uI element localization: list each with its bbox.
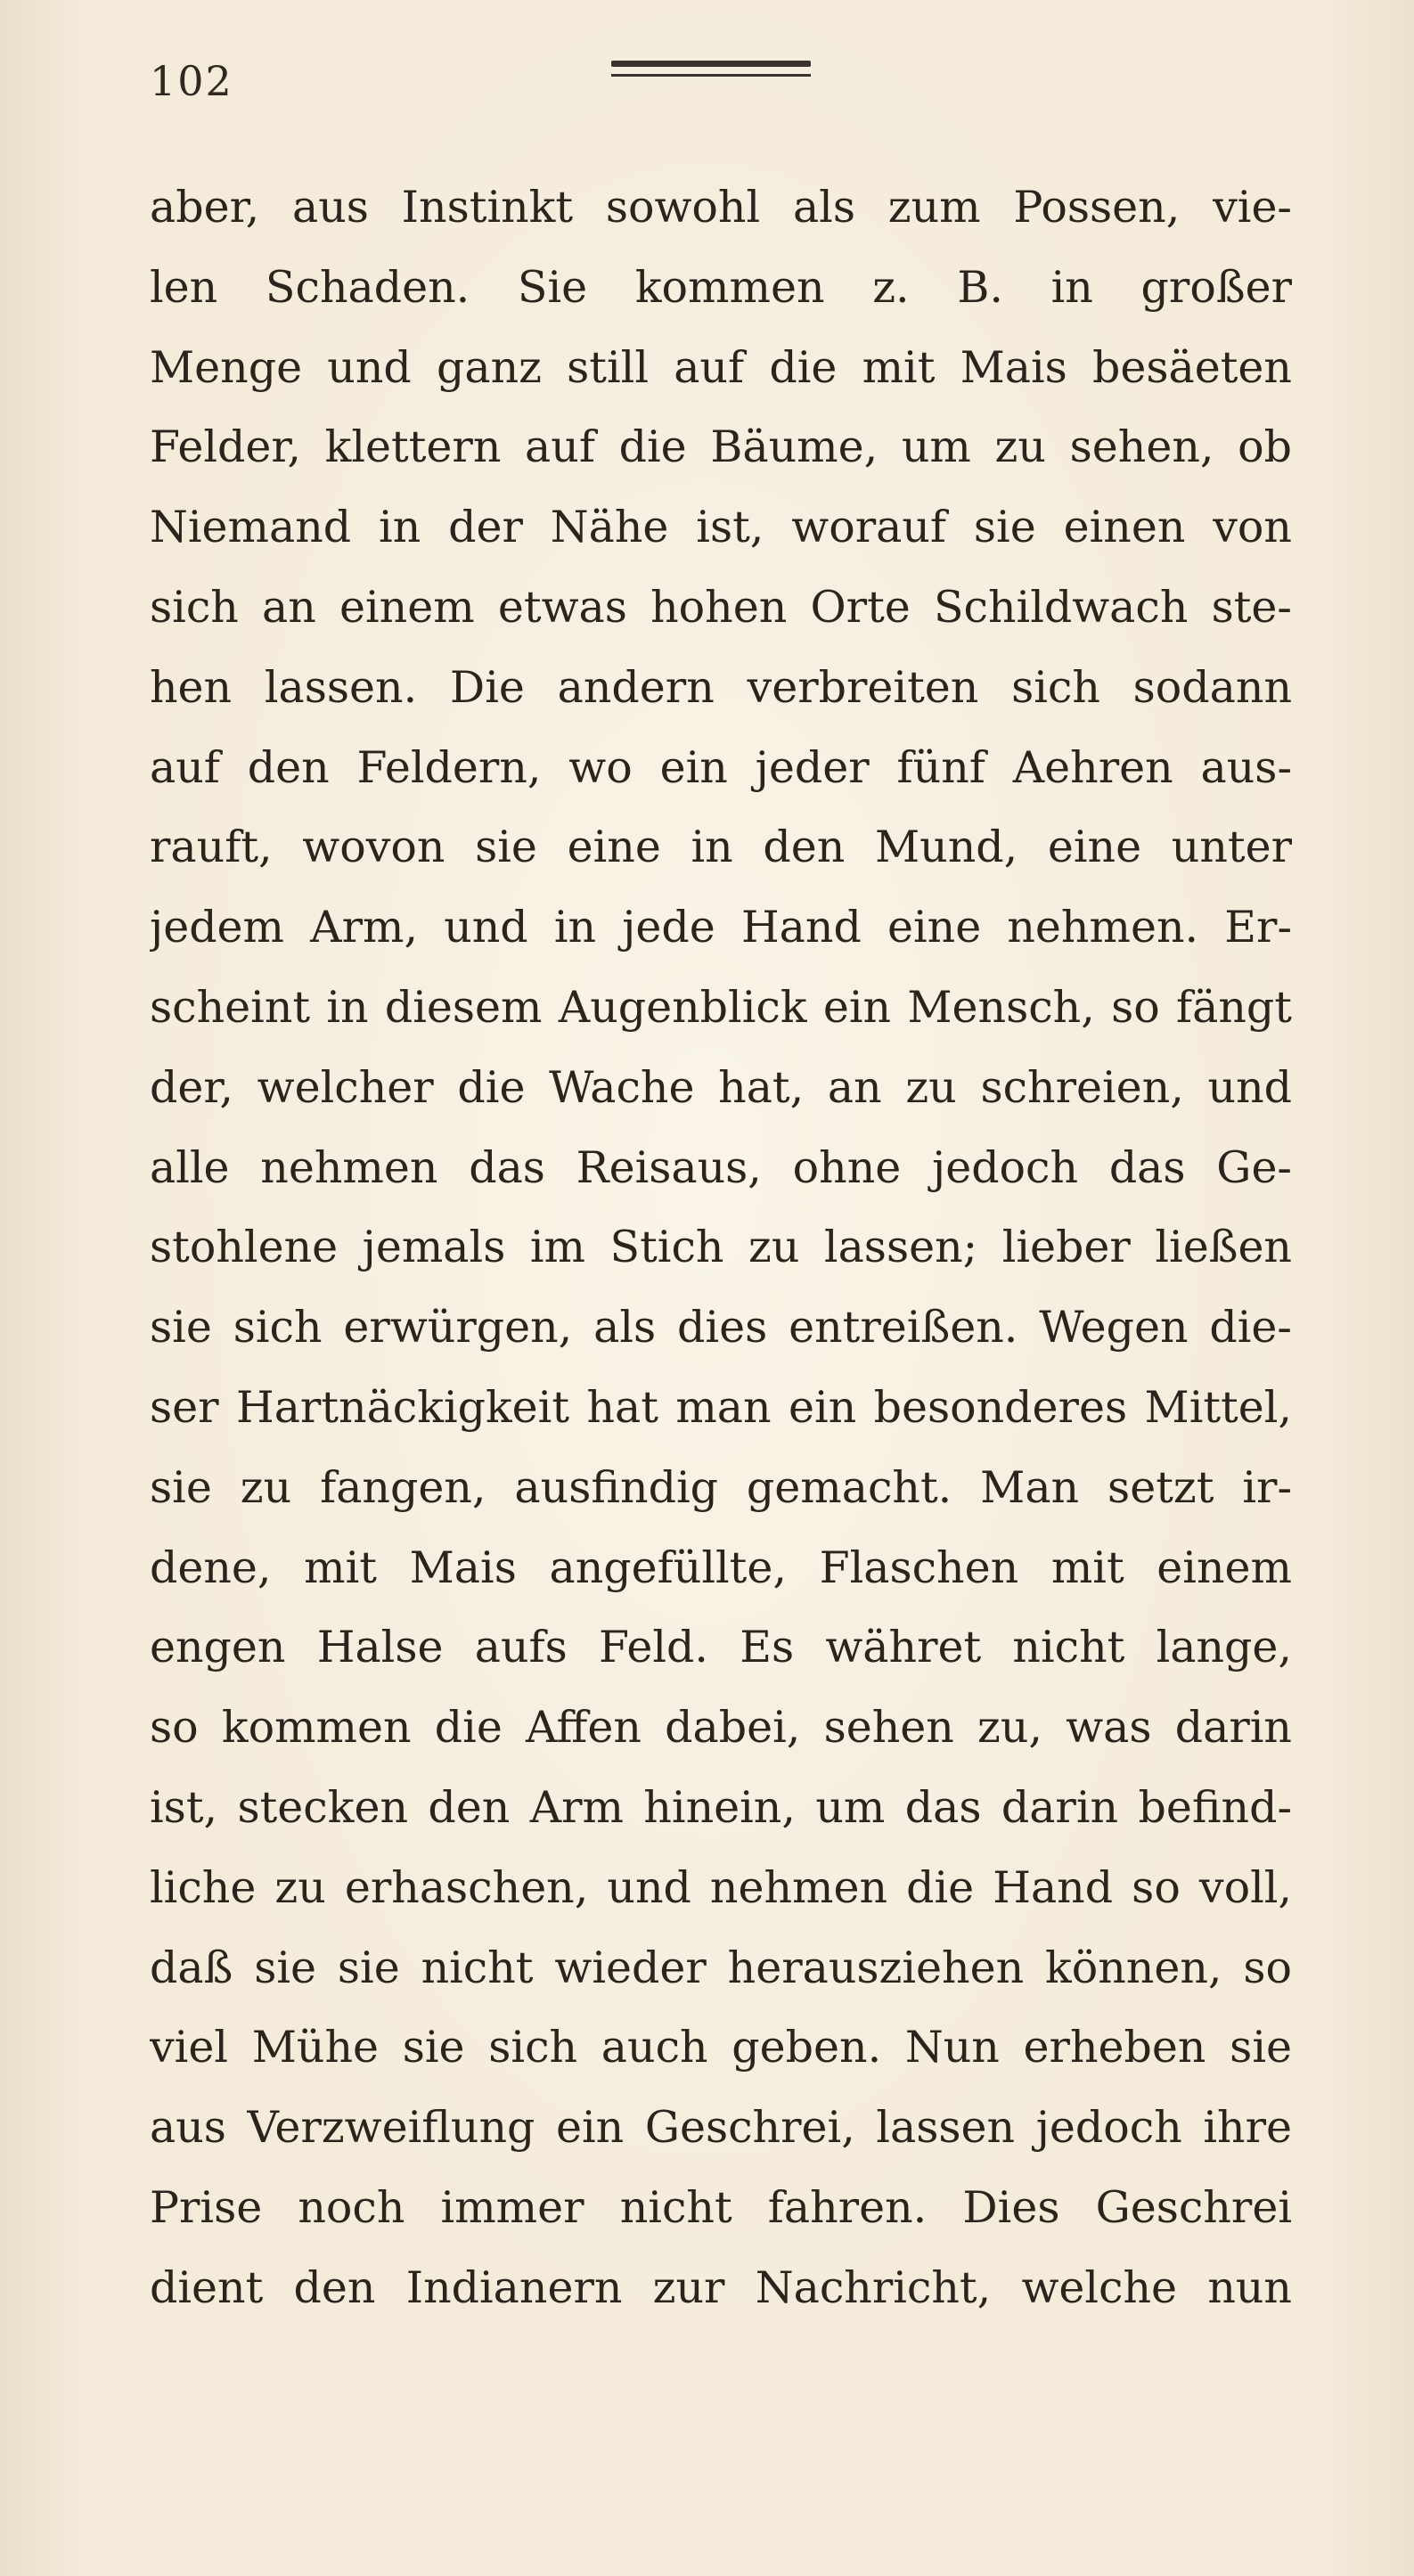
text-line: Felder, klettern auf die Bäume, um zu sehen, ob (150, 421, 1292, 473)
text-line: ser Hartnäckigkeit hat man ein besonderes Mittel, (150, 1381, 1292, 1433)
text-line: jedem Arm, und in jede Hand eine nehmen. Er- (150, 902, 1292, 953)
text-line: Menge und ganz still auf die mit Mais besäeten (150, 341, 1292, 393)
header-rule-thin (611, 74, 811, 77)
text-line: hen lassen. Die andern verbreiten sich sodann (150, 661, 1292, 713)
text-line: so kommen die Affen dabei, sehen zu, was darin (150, 1702, 1292, 1754)
text-line: der, welcher die Wache hat, an zu schreien, und (150, 1061, 1292, 1113)
text-line: viel Mühe sie sich auch geben. Nun erheben sie (150, 2022, 1292, 2073)
text-line: rauft, wovon sie eine in den Mund, eine unter (150, 822, 1292, 873)
body-text (150, 168, 1292, 2328)
text-line: auf den Feldern, wo ein jeder fünf Aehren aus- (150, 741, 1292, 793)
text-line: engen Halse aufs Feld. Es währet nicht lange, (150, 1622, 1292, 1673)
text-line: dient den Indianern zur Nachricht, welche nun (150, 2261, 1292, 2313)
text-line: len Schaden. Sie kommen z. B. in großer (150, 261, 1292, 313)
text-line: aus Verzweiflung ein Geschrei, lassen jedoch ihre (150, 2102, 1292, 2154)
text-line: aber, aus Instinkt sowohl als zum Possen, vie- (150, 182, 1292, 233)
text-line: sich an einem etwas hohen Orte Schildwach ste- (150, 581, 1292, 633)
header-rule-thick (611, 61, 811, 67)
page-number: 102 (150, 57, 233, 105)
text-line: Prise noch immer nicht fahren. Dies Geschrei (150, 2181, 1292, 2233)
text-line: daß sie sie nicht wieder herausziehen können, so (150, 1942, 1292, 1993)
text-line: Niemand in der Nähe ist, worauf sie einen von (150, 502, 1292, 553)
text-line: alle nehmen das Reisaus, ohne jedoch das Ge- (150, 1141, 1292, 1193)
text-line: stohlene jemals im Stich zu lassen; lieber ließen (150, 1222, 1292, 1273)
text-line: sie sich erwürgen, als dies entreißen. Wegen die- (150, 1302, 1292, 1353)
text-line: sie zu fangen, ausfindig gemacht. Man setzt ir- (150, 1461, 1292, 1513)
header-rule (611, 61, 811, 82)
text-line: ist, stecken den Arm hinein, um das darin befind- (150, 1781, 1292, 1833)
text-line: liche zu erhaschen, und nehmen die Hand so voll, (150, 1861, 1292, 1913)
text-line: dene, mit Mais angefüllte, Flaschen mit einem (150, 1542, 1292, 1593)
text-line: scheint in diesem Augenblick ein Mensch, so fängt (150, 981, 1292, 1033)
